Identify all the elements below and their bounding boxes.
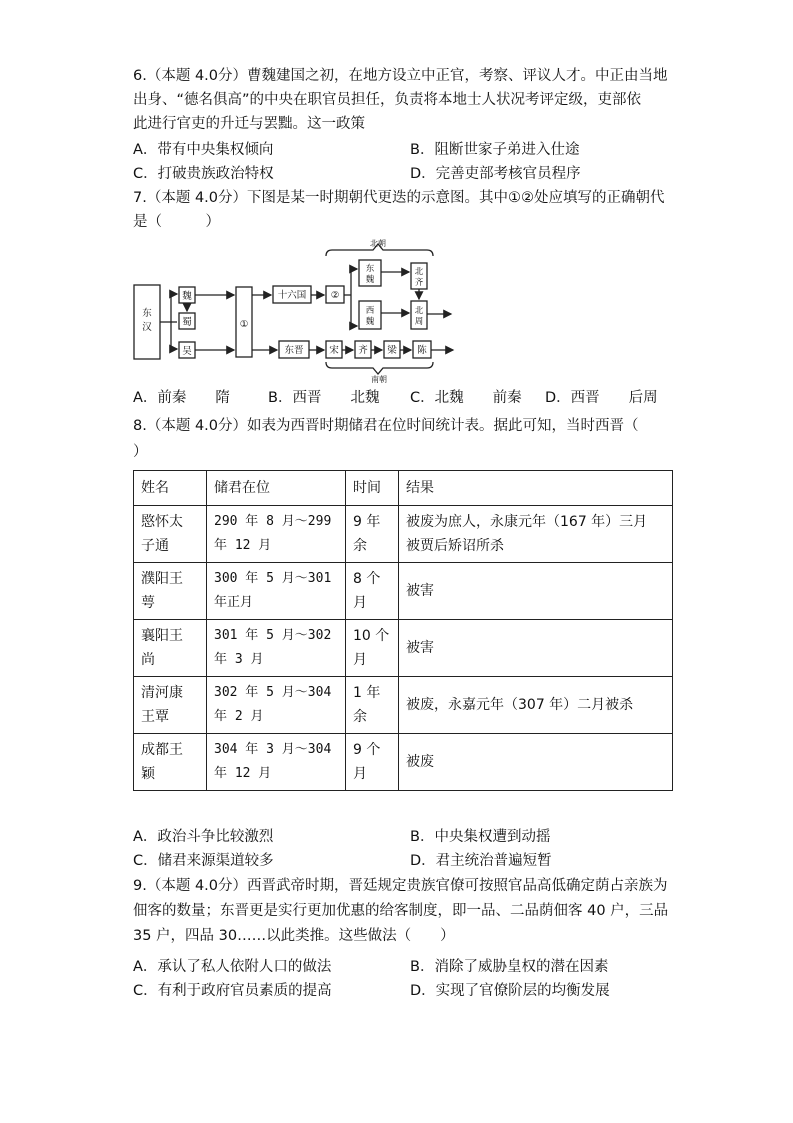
cell-span-line: 年 3 月 <box>214 652 264 667</box>
cell-span-line: 290 年 8 月～299 <box>214 514 332 529</box>
cell-span <box>207 563 346 620</box>
q9-stem-line1: 9.（本题 4.0分）西晋武帝时期，晋廷规定贵族官僚可按照官品高低确定荫占亲族为 <box>133 878 668 894</box>
cell-duration <box>346 677 399 734</box>
header-name: 姓名 <box>134 471 207 506</box>
cell-name <box>134 506 207 563</box>
q8-option-c[interactable]: C．储君来源渠道较多 <box>133 853 274 869</box>
cell-name-line: 颖 <box>141 766 155 782</box>
q6-stem-line2: 出身、“德名俱高”的中央在职官员担任，负责将本地士人状况考评定级，吏部依 <box>133 92 642 108</box>
table-header-row <box>134 471 673 506</box>
cell-name <box>134 563 207 620</box>
label-beizhou: 北周 <box>414 306 424 327</box>
label-nanchao: 南朝 <box>371 375 387 384</box>
cell-duration-line: 9 个 <box>353 742 381 758</box>
label-wei: 魏 <box>182 291 192 302</box>
cell-span-line: 302 年 5 月～304 <box>214 685 332 700</box>
cell-duration-line: 8 个 <box>353 571 381 587</box>
cell-result-line: 被害 <box>406 640 434 656</box>
cell-result <box>399 506 673 563</box>
cell-span <box>207 506 346 563</box>
q8-stem-line1: 8.（本题 4.0分）如表为西晋时期储君在位时间统计表。据此可知，当时西晋（ <box>133 418 639 434</box>
cell-duration-line: 10 个 <box>353 628 390 644</box>
cell-result-line: 被害 <box>406 583 434 599</box>
header-span: 储君在位 <box>207 471 346 506</box>
cell-name-line: 萼 <box>141 595 155 611</box>
label-dongjin: 东晋 <box>284 345 304 356</box>
cell-duration-line: 1 年 <box>353 685 381 701</box>
q8-option-b[interactable]: B．中央集权遭到动摇 <box>410 829 551 845</box>
q9-option-d[interactable]: D．实现了官僚阶层的均衡发展 <box>410 983 610 999</box>
label-xiwei: 西魏 <box>365 306 375 327</box>
cell-name-line: 尚 <box>141 652 155 668</box>
cell-name-line: 愍怀太 <box>141 514 183 530</box>
q7-option-c[interactable]: C．北魏 前秦 <box>410 390 522 406</box>
cell-span-line: 301 年 5 月～302 <box>214 628 332 643</box>
q7-option-a[interactable]: A．前秦 隋 <box>133 390 230 406</box>
label-shu: 蜀 <box>182 317 192 328</box>
header-duration: 时间 <box>346 471 399 506</box>
q6-option-c[interactable]: C．打破贵族政治特权 <box>133 166 274 182</box>
table-row <box>134 620 673 677</box>
cell-span-line: 年 2 月 <box>214 709 264 724</box>
label-donghan-1: 东汉 <box>142 308 152 333</box>
crown-prince-table <box>133 470 673 791</box>
cell-span-line: 年 12 月 <box>214 538 272 553</box>
cell-name <box>134 734 207 791</box>
table-row <box>134 563 673 620</box>
table-row <box>134 506 673 563</box>
cell-span-line: 300 年 5 月～301 <box>214 571 332 586</box>
cell-duration <box>346 620 399 677</box>
label-circle2: ② <box>330 290 340 301</box>
cell-duration-line: 月 <box>353 766 367 782</box>
cell-span-line: 年正月 <box>214 595 254 610</box>
cell-result-line: 被贾后矫诏所杀 <box>406 538 504 554</box>
cell-duration <box>346 734 399 791</box>
header-result: 结果 <box>399 471 673 506</box>
cell-duration-line: 余 <box>353 709 367 725</box>
cell-span <box>207 677 346 734</box>
cell-span-line: 年 12 月 <box>214 766 272 781</box>
label-shiliuguo: 十六国 <box>277 290 307 301</box>
cell-duration <box>346 506 399 563</box>
cell-name-line: 清河康 <box>141 685 183 701</box>
label-liang: 梁 <box>387 345 397 356</box>
table-row <box>134 734 673 791</box>
q7-option-d[interactable]: D．西晋 后周 <box>545 390 658 406</box>
cell-duration-line: 余 <box>353 538 367 554</box>
q6-stem-line1: 6.（本题 4.0分）曹魏建国之初，在地方设立中正官，考察、评议人才。中正由当地 <box>133 68 668 84</box>
table-row <box>134 677 673 734</box>
cell-duration-line: 9 年 <box>353 514 381 530</box>
q9-option-c[interactable]: C．有利于政府官员素质的提高 <box>133 983 332 999</box>
q6-option-b[interactable]: B．阻断世家子弟进入仕途 <box>410 142 580 158</box>
cell-name <box>134 620 207 677</box>
cell-name-line: 成都王 <box>141 742 183 758</box>
cell-span-line: 304 年 3 月～304 <box>214 742 332 757</box>
q9-stem-line2: 佃客的数量；东晋更是实行更加优惠的给客制度，即一品、二品荫佃客 40 户，三品 <box>133 903 669 919</box>
cell-result-line: 被废，永嘉元年（307 年）二月被杀 <box>406 697 634 713</box>
q6-option-d[interactable]: D．完善吏部考核官员程序 <box>410 166 581 182</box>
cell-result <box>399 563 673 620</box>
label-song: 宋 <box>329 345 339 356</box>
q8-stem-line2: ） <box>133 444 148 460</box>
label-dongwei: 东魏 <box>365 264 375 285</box>
cell-result <box>399 620 673 677</box>
cell-result-line: 被废为庶人，永康元年（167 年）三月 <box>406 514 648 530</box>
cell-result-line: 被废 <box>406 754 434 770</box>
cell-duration-line: 月 <box>353 652 367 668</box>
cell-duration-line: 月 <box>353 595 367 611</box>
q9-option-b[interactable]: B．消除了威胁皇权的潜在因素 <box>410 959 609 975</box>
q6-option-a[interactable]: A．带有中央集权倾向 <box>133 142 274 158</box>
label-chen: 陈 <box>417 345 427 356</box>
cell-result <box>399 734 673 791</box>
cell-span <box>207 620 346 677</box>
label-beiqi: 北齐 <box>414 267 424 288</box>
q6-stem-line3: 此进行官吏的升迁与罢黜。这一政策 <box>133 116 365 132</box>
label-qi: 齐 <box>358 345 368 356</box>
q9-option-a[interactable]: A．承认了私人依附人口的做法 <box>133 959 332 975</box>
dynasty-diagram <box>133 238 463 388</box>
q7-stem-line2: 是（ ） <box>133 214 220 230</box>
cell-name-line: 濮阳王 <box>141 571 183 587</box>
cell-name-line: 襄阳王 <box>141 628 183 644</box>
cell-name-line: 子通 <box>141 538 169 554</box>
cell-name-line: 王覃 <box>141 709 169 725</box>
cell-result <box>399 677 673 734</box>
cell-duration <box>346 563 399 620</box>
label-circle1: ① <box>239 319 249 330</box>
cell-span <box>207 734 346 791</box>
q9-stem-line3: 35 户，四品 30……以此类推。这些做法（ ） <box>133 928 455 944</box>
label-beichao: 北朝 <box>370 239 386 248</box>
q7-stem-line1: 7.（本题 4.0分）下图是某一时期朝代更迭的示意图。其中①②处应填写的正确朝代 <box>133 190 665 206</box>
q8-option-d[interactable]: D．君主统治普遍短暂 <box>410 853 552 869</box>
q7-option-b[interactable]: B．西晋 北魏 <box>268 390 380 406</box>
cell-name <box>134 677 207 734</box>
q8-option-a[interactable]: A．政治斗争比较激烈 <box>133 829 274 845</box>
label-wu: 吴 <box>182 346 192 357</box>
